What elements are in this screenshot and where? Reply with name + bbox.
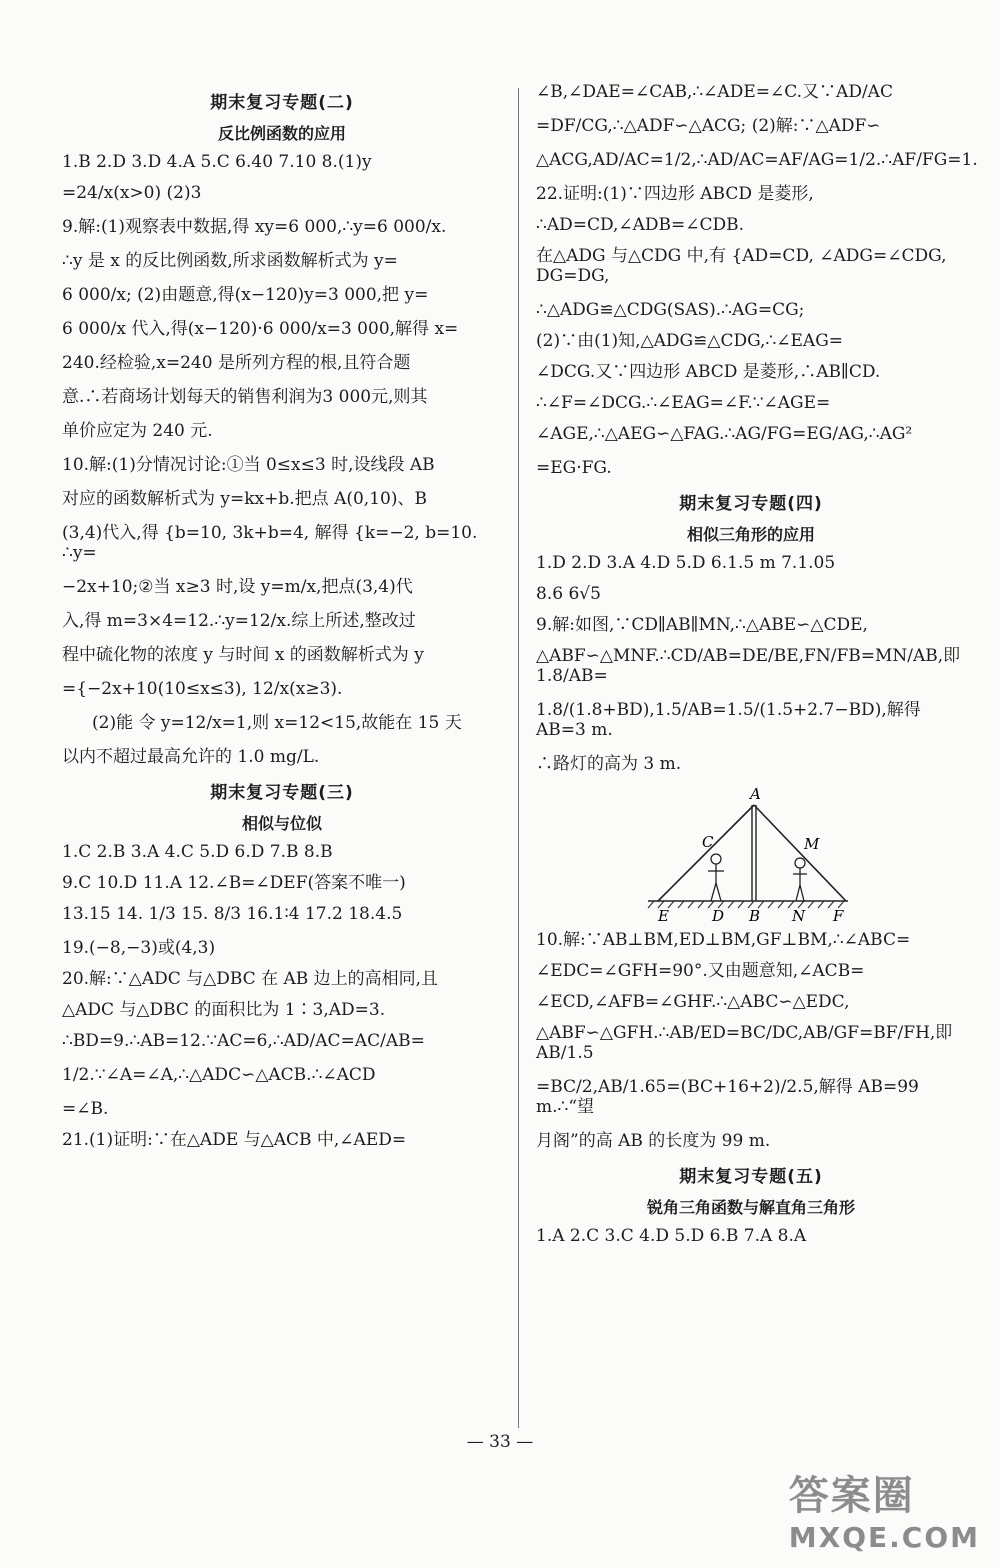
answer-line: (2)∵由(1)知,△ADG≌△CDG,∴∠EAG= <box>536 331 844 351</box>
answer-line: ={−2x+10(10≤x≤3), 12/x(x≥3). <box>62 679 343 699</box>
answer-line: =∠B. <box>62 1099 109 1119</box>
answer-line: △ACG,AD/AC=1/2,∴AD/AC=AF/AG=1/2.∴AF/FG=1. <box>536 150 978 170</box>
answer-block <box>536 82 978 478</box>
answer-line: 13.15 14. 1/3 15. 8/3 16.1∶4 17.2 18.4.5 <box>62 904 403 924</box>
answer-line: 240.经检验,x=240 是所列方程的根,且符合题 <box>62 353 411 373</box>
person-right <box>793 858 807 901</box>
answer-line: ∠DCG.又∵四边形 ABCD 是菱形,∴AB∥CD. <box>536 362 881 382</box>
answer-line: ∠ECD,∠AFB=∠GHF.∴△ABC∽△EDC, <box>536 992 850 1012</box>
watermark-text: 答案圈 <box>788 1473 915 1519</box>
section-subtitle: 锐角三角函数与解直角三角形 <box>646 1198 855 1217</box>
answer-block <box>536 930 966 1151</box>
figure-label-d: D <box>712 907 725 925</box>
watermark-logo <box>789 1464 980 1554</box>
section-title: 期末复习专题(四) <box>679 494 823 514</box>
answer-line: 1.B 2.D 3.D 4.A 5.C 6.40 7.10 8.(1)y <box>62 152 372 172</box>
answer-line: =24/x(x>0) (2)3 <box>62 183 202 203</box>
answer-line: 入,得 m=3×4=12.∴y=12/x.综上所述,整改过 <box>62 611 416 631</box>
figure-label-b: B <box>749 907 761 925</box>
answer-line: 1.A 2.C 3.C 4.D 5.D 6.B 7.A 8.A <box>536 1226 807 1246</box>
figure-label-c: C <box>702 833 714 851</box>
column-divider <box>518 88 519 1428</box>
answer-line: △ADC 与△DBC 的面积比为 1∶3,AD=3. <box>62 1000 386 1020</box>
answer-line: =BC/2,AB/1.65=(BC+16+2)/2.5,解得 AB=99 m.∴“望 <box>536 1077 919 1117</box>
left-column <box>62 82 502 1161</box>
answer-line: =DF/CG,∴△ADF∽△ACG; (2)解:∵△ADF∽ <box>536 116 881 136</box>
section-title: 期末复习专题(二) <box>210 93 354 113</box>
answer-line: △ABF∽△GFH.∴AB/ED=BC/DC,AB/GF=BF/FH,即AB/1.5 <box>536 1023 953 1063</box>
answer-line: 20.解:∵△ADC 与△DBC 在 AB 边上的高相同,且 <box>62 969 439 989</box>
answer-line: −2x+10;②当 x≥3 时,设 y=m/x,把点(3,4)代 <box>62 577 413 597</box>
figure-label-e: E <box>658 907 669 925</box>
answer-line: 6 000/x 代入,得(x−120)·6 000/x=3 000,解得 x= <box>62 319 459 339</box>
answer-line: 9.C 10.D 11.A 12.∠B=∠DEF(答案不唯一) <box>62 873 406 893</box>
answer-line: 10.解:(1)分情况讨论:①当 0≤x≤3 时,设线段 AB <box>62 455 435 475</box>
answer-line: 1/2.∵∠A=∠A,∴△ADC∽△ACB.∴∠ACD <box>62 1065 376 1085</box>
answer-line: 6 000/x; (2)由题意,得(x−120)y=3 000,把 y= <box>62 285 429 305</box>
ground-hatching <box>648 901 844 908</box>
answer-line: (3,4)代入,得 {b=10, 3k+b=4, 解得 {k=−2, b=10. ∴y= <box>62 523 478 563</box>
answer-line: 程中硫化物的浓度 y 与时间 x 的函数解析式为 y <box>62 645 424 665</box>
answer-line: 9.解:(1)观察表中数据,得 xy=6 000,∴y=6 000/x. <box>62 217 447 237</box>
answer-line: 月阁”的高 AB 的长度为 99 m. <box>536 1131 771 1151</box>
answer-line: (2)能 令 y=12/x=1,则 x=12<15,故能在 15 天 <box>92 713 462 733</box>
streetlight-figure <box>536 785 966 925</box>
answer-line: 9.解:如图,∵CD∥AB∥MN,∴△ABE∽△CDE, <box>536 615 868 635</box>
section-subtitle: 相似三角形的应用 <box>686 525 815 544</box>
answer-line: ∴y 是 x 的反比例函数,所求函数解析式为 y= <box>62 251 398 271</box>
answer-line: =EG·FG. <box>536 458 612 478</box>
answer-line: 1.C 2.B 3.A 4.C 5.D 6.D 7.B 8.B <box>62 842 333 862</box>
section-title: 期末复习专题(三) <box>210 783 354 803</box>
answer-line: ∴∠F=∠DCG.∴∠EAG=∠F.∵∠AGE= <box>536 393 831 413</box>
answer-line: ∴路灯的高为 3 m. <box>536 754 682 774</box>
figure-label-n: N <box>792 907 806 925</box>
answer-line: 意.∴若商场计划每天的销售利润为3 000元,则其 <box>62 387 428 407</box>
answer-line: 21.(1)证明:∵在△ADE 与△ACB 中,∠AED= <box>62 1130 407 1150</box>
figure-label-f: F <box>833 907 844 925</box>
answer-line: △ABF∽△MNF.∴CD/AB=DE/BE,FN/FB=MN/AB,即1.8/AB= <box>536 646 961 686</box>
answer-block <box>62 152 502 767</box>
answer-line: ∠B,∠DAE=∠CAB,∴∠ADE=∠C.又∵AD/AC <box>536 82 893 102</box>
figure-label-m: M <box>804 835 820 853</box>
answer-line: 10.解:∵AB⊥BM,ED⊥BM,GF⊥BM,∴∠ABC= <box>536 930 911 950</box>
right-column <box>536 82 978 1257</box>
answer-block <box>62 842 502 1150</box>
section-title: 期末复习专题(五) <box>679 1167 823 1187</box>
section-subtitle: 相似与位似 <box>241 814 322 833</box>
answer-line: ∴AD=CD,∠ADB=∠CDB. <box>536 215 745 235</box>
figure-label-a: A <box>750 785 761 803</box>
answer-line: 以内不超过最高允许的 1.0 mg/L. <box>62 747 320 767</box>
answer-line: ∴△ADG≌△CDG(SAS).∴AG=CG; <box>536 300 805 320</box>
answer-block <box>536 1226 966 1246</box>
answer-line: 在△ADG 与△CDG 中,有 {AD=CD, ∠ADG=∠CDG, DG=DG, <box>536 246 947 286</box>
answer-line: ∴BD=9.∴AB=12.∵AC=6,∴AD/AC=AC/AB= <box>62 1031 425 1051</box>
answer-line: ∠AGE,∴△AEG∽△FAG.∴AG/FG=EG/AG,∴AG² <box>536 424 913 444</box>
answer-line: 1.D 2.D 3.A 4.D 5.D 6.1.5 m 7.1.05 <box>536 553 836 573</box>
person-left <box>708 854 724 901</box>
watermark-url: MXQE.COM <box>788 1521 980 1554</box>
answer-line: ∠EDC=∠GFH=90°.又由题意知,∠ACB= <box>536 961 865 981</box>
light-ray-left <box>658 805 754 901</box>
answer-line: 22.证明:(1)∵四边形 ABCD 是菱形, <box>536 184 814 204</box>
page-number: — 33 — <box>466 1432 534 1452</box>
answer-block <box>536 553 966 774</box>
answer-line: 1.8/(1.8+BD),1.5/AB=1.5/(1.5+2.7−BD),解得 AB=3 m. <box>536 700 921 740</box>
answer-line: 单价应定为 240 元. <box>62 421 213 441</box>
answer-line: 对应的函数解析式为 y=kx+b.把点 A(0,10)、B <box>62 489 427 509</box>
answer-line: 19.(−8,−3)或(4,3) <box>62 938 216 958</box>
answer-line: 8.6 6√5 <box>536 584 601 604</box>
section-subtitle: 反比例函数的应用 <box>217 124 346 143</box>
